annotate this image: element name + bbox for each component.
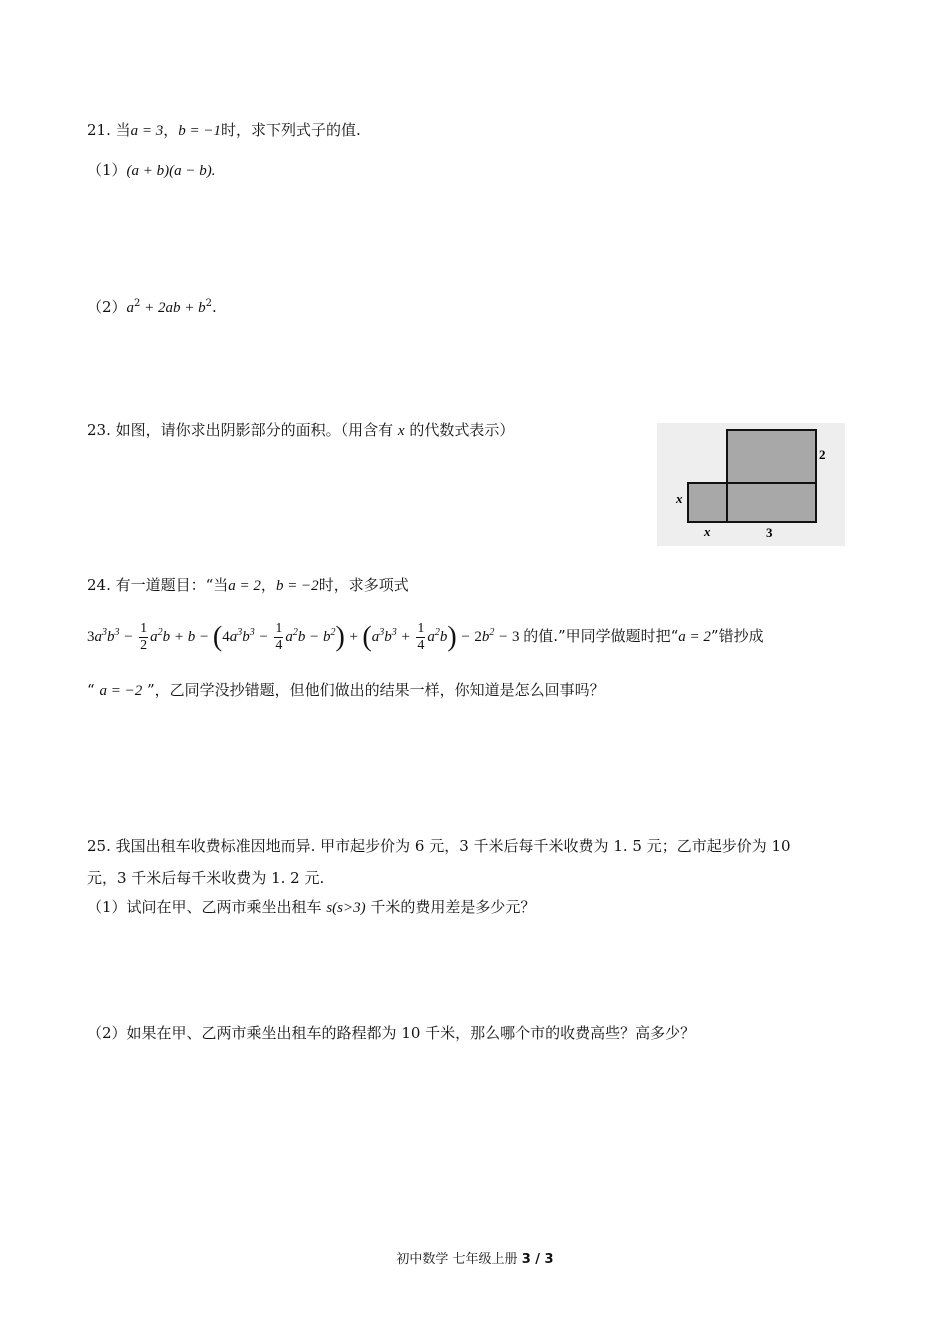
q23-stem: 23. 如图，请你求出阴影部分的面积。（用含有 x 的代数式表示）	[87, 421, 515, 439]
q25-part1: （1）试问在甲、乙两市乘坐出租车 s(s>3) 千米的费用差是多少元？	[87, 898, 536, 916]
label-x-side: x	[676, 491, 683, 506]
footer-text: 初中数学 七年级上册	[396, 1252, 518, 1267]
page-number: 3 / 3	[521, 1252, 554, 1267]
label-3: 3	[766, 525, 773, 540]
q24-stem: 24. 有一道题目：“当a = 2，b = −2时，求多项式	[87, 576, 409, 594]
shaded-rectangles-diagram	[657, 423, 845, 546]
q24-polynomial: $3a^3b^3$ − $\frac{1}{2}$ $a^2b + b - (4a^3b^3$ − $\frac{1}{4}$ $a^2b - b^2) + (a^3b^3$ + $\frac{1}{4}$ $a^2b) - 2b^2 - 3$ 的值.”甲同学做题时把“a = 2”错抄成	[87, 621, 764, 654]
top-right-square	[727, 430, 816, 484]
bottom-left-square	[688, 483, 727, 522]
label-x-bottom: x	[704, 524, 711, 539]
q25-line2: 元，3 千米后每千米收费为 1. 2 元.	[87, 869, 325, 887]
q21-part1: （1）(a + b)(a − b).	[87, 161, 216, 179]
q24-line3: “ a = −2 ”，乙同学没抄错题，但他们做出的结果一样，你知道是怎么回事吗？	[87, 681, 605, 699]
q21-part1-expression: (a + b)(a − b).	[126, 163, 216, 179]
bottom-right-rectangle	[727, 483, 816, 522]
q25-line1: 25. 我国出租车收费标准因地而异. 甲市起步价为 6 元，3 千米后每千米收费为 1. 5 元；乙市起步价为 10	[87, 837, 791, 855]
q23-figure	[657, 423, 845, 546]
page-footer	[0, 1248, 950, 1267]
q21-part2: $(2)a^2 + 2ab + b^2$.	[87, 298, 217, 316]
q25-part2: （2）如果在甲、乙两市乘坐出租车的路程都为 10 千米，那么哪个市的收费高些？高多少？	[87, 1024, 696, 1042]
polynomial-expression: $3a^3b^3$ − $\frac{1}{2}$ $a^2b + b - (4a^3b^3$ − $\frac{1}{4}$ $a^2b - b^2) + (a^3b^3$ + $\frac{1}{4}$ $a^2b) - 2b^2 - 3$	[87, 621, 520, 654]
q21-stem: 21. 当a = 3，b = −1时，求下列式子的值.	[87, 121, 361, 139]
label-2: 2	[819, 447, 826, 462]
